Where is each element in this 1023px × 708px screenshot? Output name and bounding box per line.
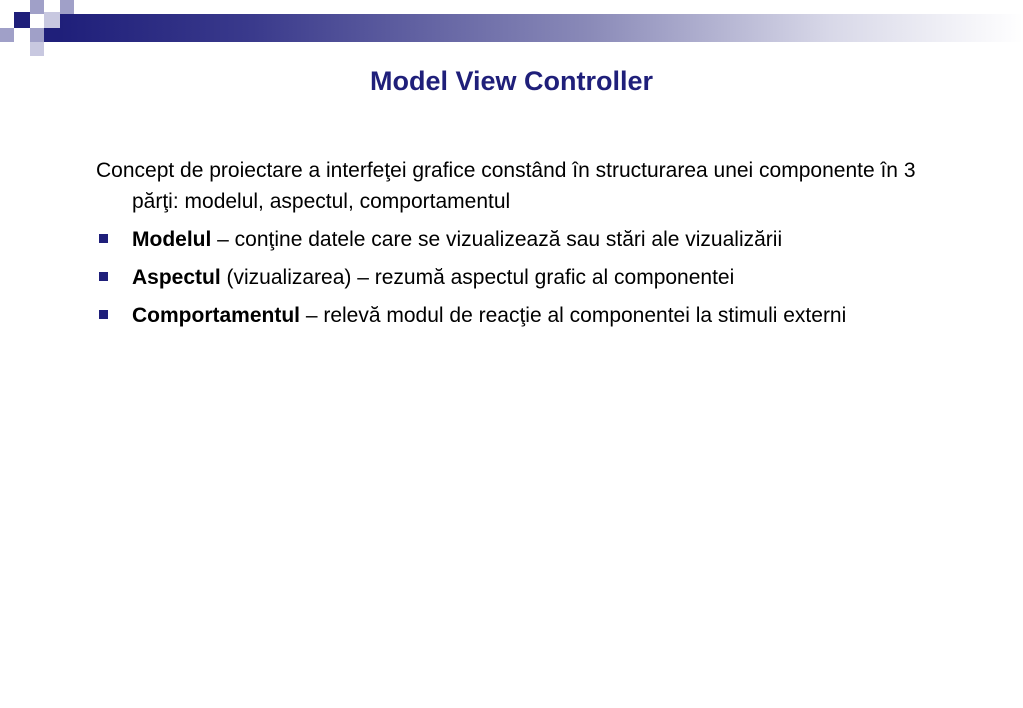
list-item <box>96 262 936 293</box>
list-item <box>96 224 936 255</box>
bullet-list <box>96 224 936 331</box>
bullet-term: Modelul <box>132 228 212 251</box>
bullet-text: – relevă modul de reacţie al componentei la stimuli externi <box>300 304 847 327</box>
bullet-text: (vizualizarea) – rezumă aspectul grafic al componentei <box>220 266 735 289</box>
square-bullet-icon <box>99 310 108 319</box>
bullet-term: Aspectul <box>132 266 221 289</box>
bullet-term: Comportamentul <box>132 304 300 327</box>
square-bullet-icon <box>99 272 108 281</box>
slide-body <box>96 155 936 338</box>
square-bullet-icon <box>99 234 108 243</box>
intro-paragraph: Concept de proiectare a interfeţei grafice constând în structurarea unei componente în 3 părţi: modelul, aspectul, comportamentul <box>96 159 916 213</box>
bullet-text: – conţine datele care se vizualizează sau stări ale vizualizării <box>211 228 783 251</box>
slide-title: Model View Controller <box>369 66 654 96</box>
list-item <box>96 300 936 331</box>
header-gradient-bar <box>60 14 1023 42</box>
